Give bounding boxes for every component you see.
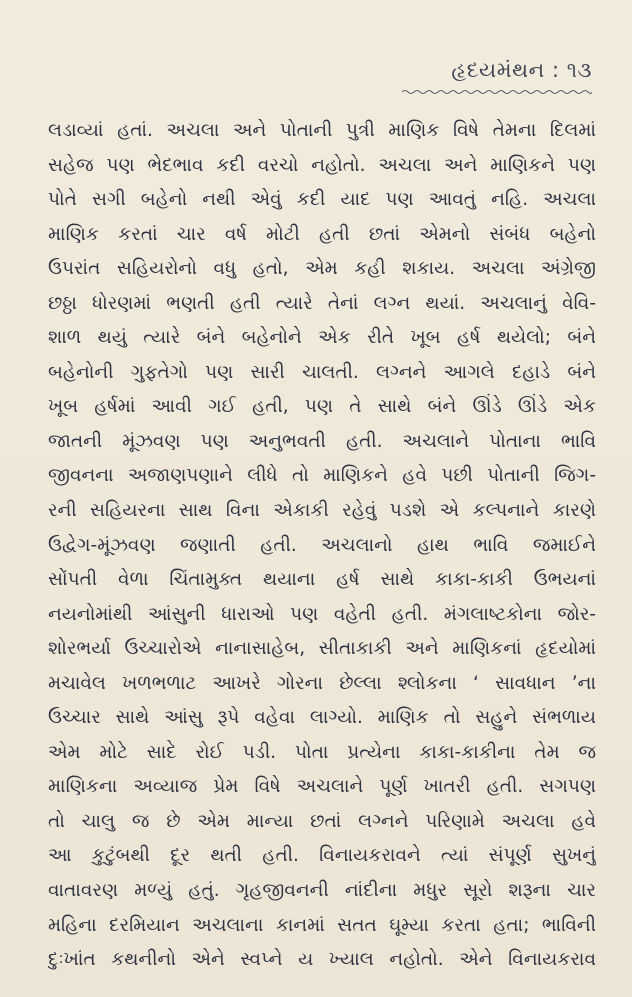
text-line: શાળ થયું ત્યારે બંને બહેનોને એક રીતે ખૂબ હર્ષ થયેલો; બંને xyxy=(48,327,596,349)
text-line: છઠ્ઠા ધોરણમાં ભણતી હતી ત્યારે તેનાં લગ્ન થયાં. અચલાનું વેવિ- xyxy=(48,292,596,314)
text-line: પોતે સગી બહેનો નથી એવું કદી યાદ પણ આવતું નહિ. અચલા xyxy=(48,189,596,211)
text-line: ઉદ્વેગ-મૂંઝવણ જણાતી હતી. અચલાનો હાથ ભાવિ જમાઈને xyxy=(48,534,596,556)
running-header xyxy=(402,58,592,83)
text-line: સોંપતી વેળા ચિંતામુક્ત થયાના હર્ષ સાથે કાકા-કાકી ઉભયનાં xyxy=(48,569,596,591)
text-line: તો ચાલુ જ છે એમ માન્યા છતાં લગ્નને પરિણામે અચલા હવે xyxy=(48,810,596,832)
body-text xyxy=(48,114,596,978)
text-line: માણિક કરતાં ચાર વર્ષ મોટી હતી છતાં એમનો સંબંધ બહેનો xyxy=(48,223,596,245)
text-line: લડાવ્યાં હતાં. અચલા અને પોતાની પુત્રી માણિક વિષે તેમના દિલમાં xyxy=(48,120,596,141)
text-line: નયનોમાંથી આંસુની ધારાઓ પણ વહેતી હતી. મંગલાષ્ટકોના જોર- xyxy=(48,603,596,625)
text-line: મહિના દરમિયાન અચલાના કાનમાં સતત ઘૂમ્યા કરતા હતા; ભાવિની xyxy=(48,914,596,936)
text-line: આ કુટુંબથી દૂર થતી હતી. વિનાયકરાવને ત્યાં સંપૂર્ણ સુખનું xyxy=(48,845,596,867)
text-line: બહેનોની ગુફતેગો પણ સારી ચાલતી. લગ્નને આગલે દહાડે બંને xyxy=(48,361,596,383)
text-line: ઉચ્ચાર સાથે આંસુ રૂપે વહેવા લાગ્યો. માણિક તો સહુને સંભળાય xyxy=(48,707,596,729)
decorative-wavy-underline xyxy=(402,89,592,95)
text-line: ઉપરાંત સહિયરોનો વધુ હતો, એમ કહી શકાય. અચલા અંગ્રેજી xyxy=(48,258,596,280)
text-line: સહેજ પણ ભેદભાવ કદી વરચો નહોતો. અચલા અને માણિકને પણ xyxy=(48,154,596,176)
header-title: હૃદયમંથન : ૧૩ xyxy=(451,58,592,82)
text-line: શોરભર્યા ઉચ્ચારોએ નાનાસાહેબ, સીતાકાકી અને માણિકનાં હૃદયોમાં xyxy=(48,638,596,660)
text-line: વાતાવરણ મળ્યું હતું. ગૃહજીવનની નાંદીના મધુર સૂરો શરૂના ચાર xyxy=(48,880,596,902)
text-line: માણિકના અવ્યાજ પ્રેમ વિષે અચલાને પૂર્ણ ખાતરી હતી. સગપણ xyxy=(48,776,596,798)
text-line: મચાવેલ ખળભળાટ આખરે ગોરના છેલ્લા શ્લોકના ‘ સાવધાન ’ના xyxy=(48,672,596,694)
text-line: એમ મોટે સાદે રોઈ પડી. પોતા પ્રત્યેના કાકા-કાકીના તેમ જ xyxy=(48,741,596,763)
text-line: જીવનના અજાણપણાને લીધે તો માણિકને હવે પછી પોતાની જિગ- xyxy=(48,465,596,487)
text-line: દુઃખાંત કથનીનો એને સ્વપ્ને ય ખ્યાલ નહોતો. એને વિનાયકરાવ xyxy=(48,949,596,971)
text-line: જાતની મૂંઝવણ પણ અનુભવતી હતી. અચલાને પોતાના ભાવિ xyxy=(48,430,596,452)
text-line: ખૂબ હર્ષમાં આવી ગઈ હતી, પણ તે સાથે બંને ઊંડે ઊંડે એક xyxy=(48,396,596,418)
text-line: રની સહિયરના સાથ વિના એકાકી રહેવું પડશે એ કલ્પનાને કારણે xyxy=(48,500,596,522)
